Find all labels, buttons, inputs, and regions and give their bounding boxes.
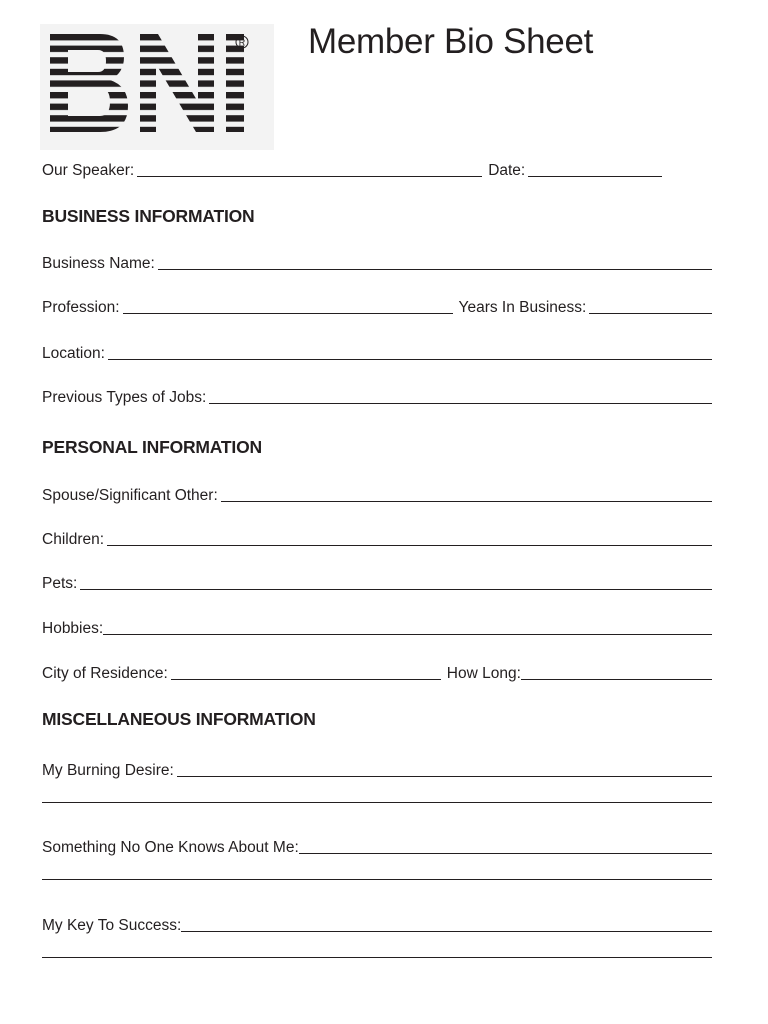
city-label: City of Residence: (42, 665, 168, 682)
business-name-label: Business Name: (42, 255, 155, 272)
spouse-field[interactable] (221, 501, 712, 502)
business-name-field[interactable] (158, 269, 712, 270)
section-personal-heading: PERSONAL INFORMATION (42, 437, 262, 457)
years-in-business-field[interactable] (589, 313, 712, 314)
key-to-success-row (42, 913, 712, 935)
burning-desire-continuation-line[interactable] (42, 802, 712, 803)
no-one-knows-row (42, 835, 712, 857)
key-to-success-field[interactable] (181, 931, 712, 932)
how-long-field[interactable] (521, 679, 712, 680)
date-field[interactable] (528, 176, 662, 177)
pets-field[interactable] (80, 589, 712, 590)
spouse-row (42, 483, 712, 505)
key-to-success-label: My Key To Success: (42, 917, 182, 934)
page-title: Member Bio Sheet (308, 22, 594, 61)
burning-desire-row (42, 758, 712, 780)
hobbies-field[interactable] (103, 634, 712, 635)
hobbies-row (42, 616, 712, 638)
location-field[interactable] (108, 359, 712, 360)
no-one-knows-label: Something No One Knows About Me: (42, 839, 299, 856)
previous-jobs-field[interactable] (209, 403, 712, 404)
no-one-knows-continuation-line[interactable] (42, 879, 712, 880)
date-label: Date: (488, 162, 526, 179)
speaker-row (42, 158, 712, 180)
previous-jobs-row (42, 385, 712, 407)
previous-jobs-label: Previous Types of Jobs: (42, 389, 207, 406)
profession-row (42, 295, 712, 317)
burning-desire-field[interactable] (177, 776, 712, 777)
city-row (42, 661, 712, 683)
speaker-field[interactable] (137, 176, 482, 177)
children-field[interactable] (107, 545, 712, 546)
bni-logo (40, 24, 274, 150)
hobbies-label: Hobbies: (42, 620, 104, 637)
children-label: Children: (42, 531, 105, 548)
no-one-knows-field[interactable] (299, 853, 712, 854)
city-field[interactable] (171, 679, 441, 680)
spouse-label: Spouse/Significant Other: (42, 487, 218, 504)
profession-label: Profession: (42, 299, 120, 316)
bni-logo-mark (40, 24, 274, 150)
speaker-label: Our Speaker: (42, 162, 135, 179)
svg-text:R: R (238, 37, 246, 48)
section-misc-heading: MISCELLANEOUS INFORMATION (42, 709, 316, 729)
pets-label: Pets: (42, 575, 78, 592)
section-business-heading: BUSINESS INFORMATION (42, 206, 255, 226)
key-to-success-continuation-line[interactable] (42, 957, 712, 958)
location-label: Location: (42, 345, 105, 362)
children-row (42, 527, 712, 549)
how-long-label: How Long: (446, 665, 521, 682)
location-row (42, 341, 712, 363)
business-name-row (42, 251, 712, 273)
profession-field[interactable] (123, 313, 453, 314)
pets-row (42, 571, 712, 593)
burning-desire-label: My Burning Desire: (42, 762, 174, 779)
years-in-business-label: Years In Business: (458, 299, 587, 316)
